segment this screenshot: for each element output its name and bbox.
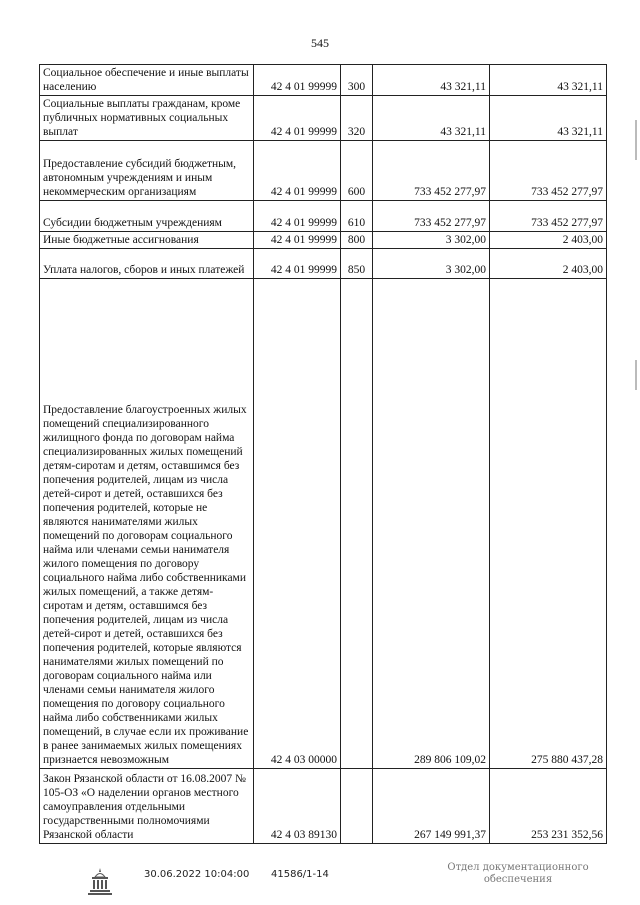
amount-year-2: 43 321,11 <box>490 96 607 141</box>
amount-year-2: 253 231 352,56 <box>490 769 607 844</box>
scan-edge-mark <box>635 360 637 390</box>
expense-kind: 610 <box>341 201 373 232</box>
amount-year-2: 733 452 277,97 <box>490 201 607 232</box>
expense-kind: 300 <box>341 65 373 96</box>
table-row <box>40 201 607 232</box>
amount-year-1: 733 452 277,97 <box>373 201 490 232</box>
target-code: 42 4 03 89130 <box>254 769 341 844</box>
expense-kind: 800 <box>341 232 373 249</box>
table-row <box>40 141 607 201</box>
table-row <box>40 769 607 844</box>
expense-kind: 320 <box>341 96 373 141</box>
row-name: Закон Рязанской области от 16.08.2007 № 105-ОЗ «О наделении органов местного самоуправления отдельными государственными полномочиями Рязанской области <box>40 769 254 844</box>
amount-year-1: 43 321,11 <box>373 65 490 96</box>
target-code: 42 4 03 00000 <box>254 279 341 769</box>
target-code: 42 4 01 99999 <box>254 249 341 279</box>
row-name: Предоставление благоустроенных жилых помещений специализированного жилищного фонда по договорам найма специализированных жилых помещений детям-сиротам и детям, оставшимся без попечения родителей, лицам из числа детей-сирот и детей, оставшихся без попечения родителей, которые не являются нанимателями жилых помещений по договорам социального найма или членами семьи нанимателя жилого помещения по договору социального найма либо собственниками жилых помещений, а также детям-сиротам и детям, оставшимся без попечения родителей, лицам из числа детей-сирот и детей, оставшихся без попечения родителей, которые являются нанимателями жилых помещений по договорам социального найма или членами семьи нанимателя жилого помещения по договору социального найма либо собственниками жилых помещений, в случае если их проживание в ранее занимаемых жилых помещениях признается невозможным <box>40 279 254 769</box>
amount-year-1: 3 302,00 <box>373 232 490 249</box>
row-name: Социальные выплаты гражданам, кроме публичных нормативных социальных выплат <box>40 96 254 141</box>
amount-year-1: 267 149 991,37 <box>373 769 490 844</box>
table-row <box>40 232 607 249</box>
amount-year-2: 2 403,00 <box>490 232 607 249</box>
registration-number: 41586/1-14 <box>271 869 329 880</box>
expense-kind <box>341 769 373 844</box>
target-code: 42 4 01 99999 <box>254 141 341 201</box>
department-stamp <box>438 862 598 886</box>
amount-year-2: 43 321,11 <box>490 65 607 96</box>
amount-year-2: 275 880 437,28 <box>490 279 607 769</box>
stamp-line: обеспечения <box>483 874 553 885</box>
target-code: 42 4 01 99999 <box>254 232 341 249</box>
scan-edge-mark <box>635 120 637 160</box>
amount-year-1: 43 321,11 <box>373 96 490 141</box>
amount-year-2: 2 403,00 <box>490 249 607 279</box>
amount-year-1: 3 302,00 <box>373 249 490 279</box>
target-code: 42 4 01 99999 <box>254 65 341 96</box>
table-row <box>40 96 607 141</box>
row-name: Социальное обеспечение и иные выплаты населению <box>40 65 254 96</box>
timestamp: 30.06.2022 10:04:00 <box>144 869 250 880</box>
target-code: 42 4 01 99999 <box>254 201 341 232</box>
expense-kind: 850 <box>341 249 373 279</box>
table-row <box>40 249 607 279</box>
document-footer <box>0 862 640 902</box>
row-name: Уплата налогов, сборов и иных платежей <box>40 249 254 279</box>
expense-kind: 600 <box>341 141 373 201</box>
row-name: Иные бюджетные ассигнования <box>40 232 254 249</box>
page-number: 545 <box>311 36 329 50</box>
expense-kind <box>341 279 373 769</box>
budget-table <box>39 64 607 844</box>
stamp-line: Отдел документационного <box>447 862 589 873</box>
amount-year-2: 733 452 277,97 <box>490 141 607 201</box>
row-name: Субсидии бюджетным учреждениям <box>40 201 254 232</box>
table-row <box>40 279 607 769</box>
row-name: Предоставление субсидий бюджетным, автономным учреждениям и иным некоммерческим организациям <box>40 141 254 201</box>
amount-year-1: 733 452 277,97 <box>373 141 490 201</box>
duma-building-icon <box>86 866 114 896</box>
target-code: 42 4 01 99999 <box>254 96 341 141</box>
table-row <box>40 65 607 96</box>
amount-year-1: 289 806 109,02 <box>373 279 490 769</box>
